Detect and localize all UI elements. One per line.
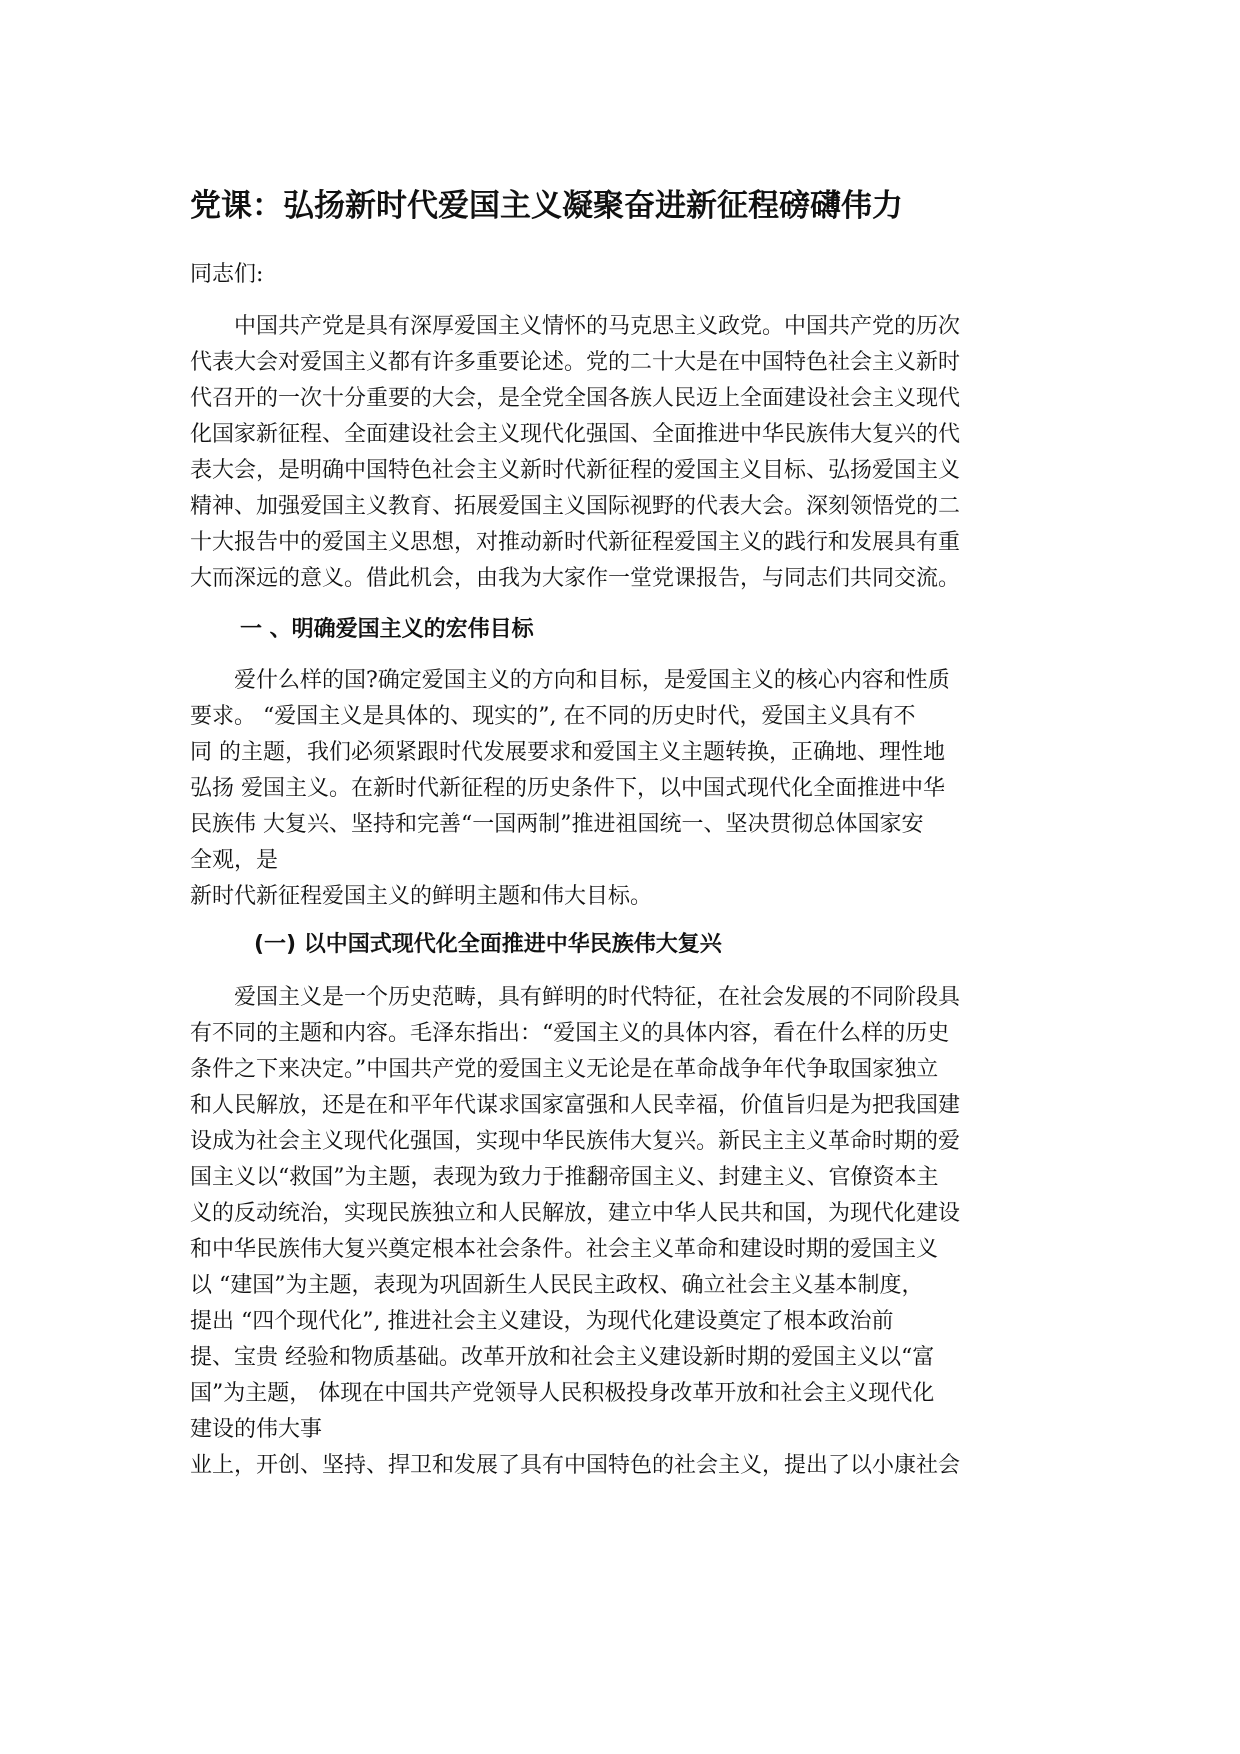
document-title: 党课：弘扬新时代爱国主义凝聚奋进新征程磅礴伟力 xyxy=(190,188,903,224)
paragraph-line: 和中华民族伟大复兴奠定根本社会条件。社会主义革命和建设时期的爱国主义 xyxy=(190,1237,939,1262)
paragraph-line: 爱国主义是一个历史范畴，具有鲜明的时代特征，在社会发展的不同阶段具 xyxy=(234,985,961,1010)
paragraph-line: 提、宝贵 经验和物质基础。改革开放和社会主义建设新时期的爱国主义以“富 xyxy=(190,1345,935,1370)
subsection-heading-1: (一) 以中国式现代化全面推进中华民族伟大复兴 xyxy=(254,932,722,957)
paragraph-line: 十大报告中的爱国主义思想，对推动新时代新征程爱国主义的践行和发展具有重 xyxy=(190,530,961,555)
paragraph-line: 建设的伟大事 xyxy=(190,1417,323,1442)
paragraph-line: 和人民解放，还是在和平年代谋求国家富强和人民幸福，价值旨归是为把我国建 xyxy=(190,1093,961,1118)
paragraph-line: 设成为社会主义现代化强国，实现中华民族伟大复兴。新民主主义革命时期的爱 xyxy=(190,1129,961,1154)
paragraph-line: 表大会，是明确中国特色社会主义新时代新征程的爱国主义目标、弘扬爱国主义 xyxy=(190,458,961,483)
paragraph-subsection-1 xyxy=(190,980,1062,1484)
paragraph-line: 新时代新征程爱国主义的鲜明主题和伟大目标。 xyxy=(190,884,653,909)
paragraph-intro xyxy=(190,309,1062,597)
paragraph-line: 义的反动统治，实现民族独立和人民解放，建立中华人民共和国，为现代化建设 xyxy=(190,1201,961,1226)
paragraph-line: 弘扬 爱国主义。在新时代新征程的历史条件下，以中国式现代化全面推进中华 xyxy=(190,776,945,801)
paragraph-section-1 xyxy=(190,663,1062,915)
paragraph-line: 中国共产党是具有深厚爱国主义情怀的马克思主义政党。中国共产党的历次 xyxy=(234,314,961,339)
paragraph-line: 大而深远的意义。借此机会，由我为大家作一堂党课报告，与同志们共同交流。 xyxy=(190,566,961,591)
paragraph-line: 爱什么样的国?确定爱国主义的方向和目标，是爱国主义的核心内容和性质 xyxy=(234,668,950,693)
paragraph-line: 代召开的一次十分重要的大会，是全党全国各族人民迈上全面建设社会主义现代 xyxy=(190,386,961,411)
paragraph-line: 以 “建国”为主题，表现为巩固新生人民民主政权、确立社会主义基本制度， xyxy=(190,1273,924,1298)
paragraph-line: 有不同的主题和内容。毛泽东指出：“爱国主义的具体内容，看在什么样的历史 xyxy=(190,1021,950,1046)
paragraph-line: 精神、加强爱国主义教育、拓展爱国主义国际视野的代表大会。深刻领悟党的二 xyxy=(190,494,961,519)
paragraph-line: 业上，开创、坚持、捍卫和发展了具有中国特色的社会主义，提出了以小康社会 xyxy=(190,1453,961,1478)
paragraph-line: 国主义以“救国”为主题，表现为致力于推翻帝国主义、封建主义、官僚资本主 xyxy=(190,1165,939,1190)
salutation: 同志们: xyxy=(190,262,264,287)
paragraph-line: 化国家新征程、全面建设社会主义现代化强国、全面推进中华民族伟大复兴的代 xyxy=(190,422,961,447)
paragraph-line: 条件之下来决定。”中国共产党的爱国主义无论是在革命战争年代争取国家独立 xyxy=(190,1057,939,1082)
paragraph-line: 要求。 “爱国主义是具体的、现实的”, 在不同的历史时代，爱国主义具有不 xyxy=(190,704,916,729)
paragraph-line: 全观，是 xyxy=(190,848,279,873)
paragraph-line: 同 的主题，我们必须紧跟时代发展要求和爱国主义主题转换，正确地、理性地 xyxy=(190,740,945,765)
paragraph-line: 代表大会对爱国主义都有许多重要论述。党的二十大是在中国特色社会主义新时 xyxy=(190,350,961,375)
paragraph-line: 提出 “四个现代化”, 推进社会主义建设，为现代化建设奠定了根本政治前 xyxy=(190,1309,894,1334)
paragraph-line: 国”为主题， 体现在中国共产党领导人民积极投身改革开放和社会主义现代化 xyxy=(190,1381,935,1406)
paragraph-line: 民族伟 大复兴、坚持和完善“一国两制”推进祖国统一、坚决贯彻总体国家安 xyxy=(190,812,924,837)
section-heading-1: 一 、明确爱国主义的宏伟目标 xyxy=(240,617,534,642)
